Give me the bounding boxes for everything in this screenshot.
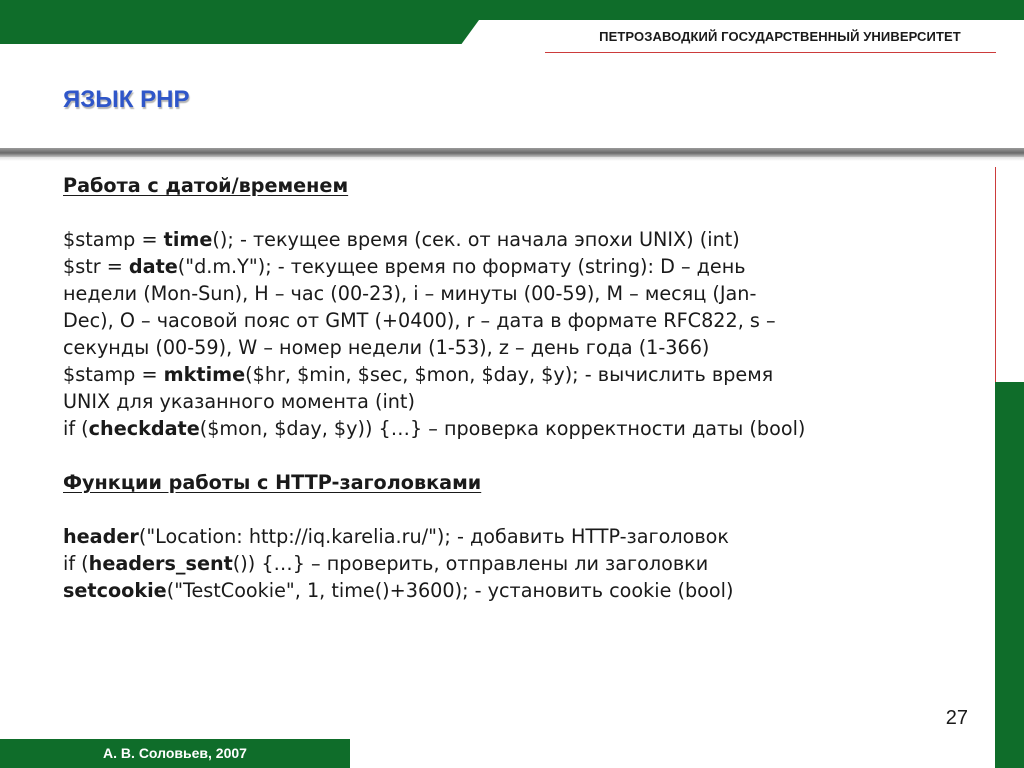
code-line-setcookie	[63, 577, 983, 604]
code-text: ("Location: http://iq.karelia.ru/"); - добавить HTTP-заголовок	[138, 525, 729, 548]
datetime-heading: Работа с датой/временем	[63, 174, 349, 197]
code-text: ("TestCookie", 1, time()+3600); - установить cookie (bool)	[166, 579, 734, 602]
function-name-setcookie: setcookie	[63, 579, 167, 602]
function-name-headers-sent: headers_sent	[88, 552, 233, 575]
code-line-time	[63, 226, 983, 253]
function-name-time: time	[163, 228, 213, 251]
right-accent-line	[995, 167, 996, 382]
blank-line	[63, 496, 983, 523]
code-text: ()) {…} – проверить, отправлены ли заголовки	[232, 552, 709, 575]
code-text: $stamp =	[63, 363, 164, 386]
code-text: $stamp =	[63, 228, 164, 251]
function-name-date: date	[128, 255, 178, 278]
function-name-header: header	[63, 525, 139, 548]
code-text: (); - текущее время (сек. от начала эпохи UNIX) (int)	[212, 228, 740, 251]
text-line: Dec), O – часовой пояс от GMT (+0400), r – дата в формате RFC822, s –	[63, 309, 776, 332]
page-number: 27	[945, 707, 968, 729]
code-text: if (	[63, 552, 89, 575]
text-line: секунды (00-59), W – номер недели (1-53), z – день года (1-366)	[63, 336, 710, 359]
code-line-header	[63, 523, 983, 550]
section-heading-datetime	[63, 172, 983, 199]
slide-title: ЯЗЫК PHP	[63, 86, 190, 113]
code-text: ($mon, $day, $y)) {…} – проверка корректности даты (bool)	[199, 417, 806, 440]
code-line-checkdate	[63, 415, 983, 442]
blank-line	[63, 199, 983, 226]
blank-line	[63, 442, 983, 469]
text-line: UNIX для указанного момента (int)	[63, 390, 415, 413]
author-credit: А. В. Соловьев, 2007	[103, 745, 247, 761]
title-divider	[0, 148, 1024, 157]
title-divider-shadow	[0, 157, 1024, 161]
code-text: ($hr, $min, $sec, $mon, $day, $y); - вычислить время	[245, 363, 774, 386]
function-name-mktime: mktime	[163, 363, 246, 386]
text-line: недели (Mon-Sun), H – час (00-23), i – минуты (00-59), M – месяц (Jan-	[63, 282, 757, 305]
section-heading-http	[63, 469, 983, 496]
code-text: ("d.m.Y"); - текущее время по формату (string): D – день	[177, 255, 746, 278]
code-text: if (	[63, 417, 89, 440]
slide-body	[63, 172, 983, 604]
university-name: ПЕТРОЗАВОДКИЙ ГОСУДАРСТВЕННЫЙ УНИВЕРСИТЕТ	[599, 29, 961, 44]
code-text: $str =	[63, 255, 129, 278]
right-green-strip	[995, 382, 1024, 768]
function-name-checkdate: checkdate	[88, 417, 200, 440]
http-heading: Функции работы с HTTP-заголовками	[63, 471, 482, 494]
code-line-date	[63, 253, 983, 280]
code-line-mktime	[63, 361, 983, 388]
code-line-headers-sent	[63, 550, 983, 577]
